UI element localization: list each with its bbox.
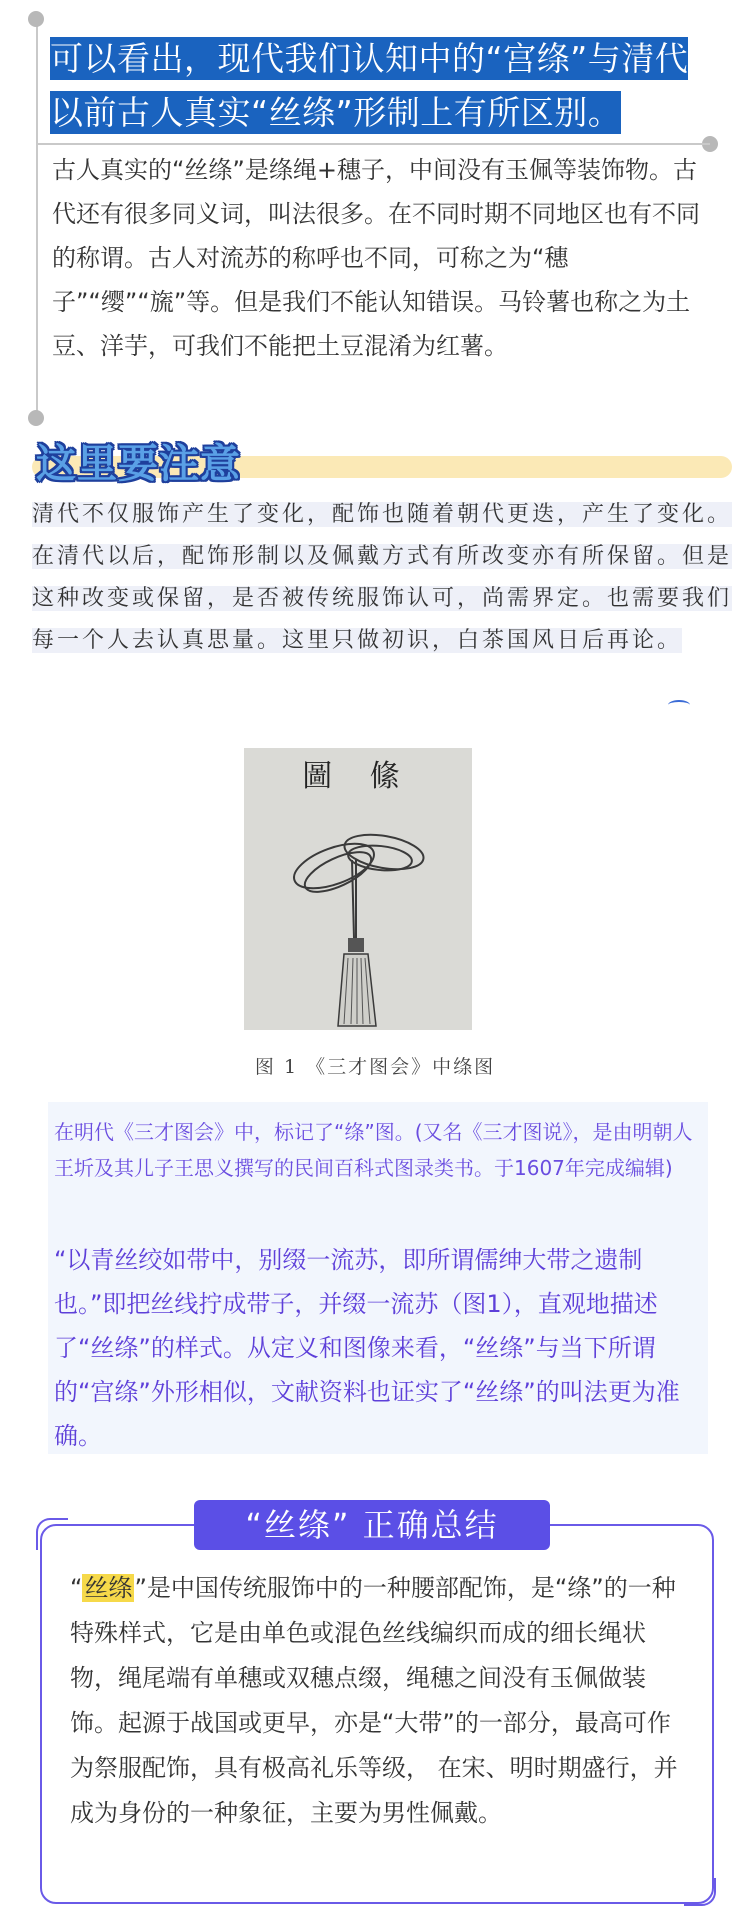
source-quote: “以青丝绞如带中，别缀一流苏，即所谓儒绅大带之遗制也。”即把丝线拧成带子，并缀一流苏（图1），直观地描述了“丝绦”的样式。从定义和图像来看，“丝绦”与当下所谓的“宫绦”外形相似，文献资料也证实了“丝绦”的叫法更为准确。 [54, 1246, 680, 1450]
quote-bottom-dot [28, 410, 44, 426]
summary-keyword-highlight: 丝绦 [84, 1574, 133, 1602]
summary-title-tab: “丝绦” 正确总结 [194, 1500, 550, 1550]
notice-body [32, 494, 732, 662]
notice-heading: 这里要注意 [36, 441, 241, 487]
tassel-drawing [244, 748, 472, 1030]
decorative-arc [668, 700, 690, 710]
summary-open-quote: “ [70, 1574, 83, 1602]
quote-vertical-line [36, 18, 38, 418]
quote-body: 古人真实的“丝绦”是绦绳+穗子，中间没有玉佩等装饰物。古代还有很多同义词，叫法很多。在不同时期不同地区也有不同的称谓。古人对流苏的称呼也不同，可称之为“穗子”“缨”“旒”等。但是我们不能认知错误。马铃薯也称之为土豆、洋芋，可我们不能把土豆混淆为红薯。 [52, 156, 700, 360]
quote-section [0, 0, 750, 430]
figure-caption: 图 1 《三才图会》中绦图 [254, 1056, 496, 1078]
card-corner-accent-right [684, 1878, 716, 1906]
notice-body-text: 清代不仅服饰产生了变化，配饰也随着朝代更迭，产生了变化。在清代以后，配饰形制以及佩戴方式有所改变亦有所保留。但是这种改变或保留，是否被传统服饰认可，尚需界定。也需要我们每一个人去认真思量。这里只做初识，白茶国风日后再论。 [32, 502, 733, 653]
source-note: 在明代《三才图会》中，标记了“绦”图。(又名《三才图说》，是由明朝人王圻及其儿子王思义撰写的民间百科式图录类书。于1607年完成编辑) [54, 1120, 693, 1180]
quote-title-text: 可以看出，现代我们认知中的“宫绦”与清代以前古人真实“丝绦”形制上有所区别。 [50, 39, 689, 132]
summary-body-text: ”是中国传统服饰中的一种腰部配饰，是“绦”的一种特殊样式，它是由单色或混色丝线编织而成的细长绳状物，绳尾端有单穗或双穗点缀，绳穗之间没有玉佩做装饰。起源于战国或更早，亦是“大带”的一部分，最高可作为祭服配饰，具有极高礼乐等级， 在宋、明时期盛行，并成为身份的一种象征，主要为男性佩戴。 [70, 1574, 678, 1827]
tassel-illustration [244, 748, 472, 1030]
quote-divider [38, 143, 710, 145]
quote-top-dot [28, 11, 44, 27]
source-note-box [48, 1102, 708, 1454]
summary-body [70, 1566, 682, 1836]
quote-title [50, 32, 710, 140]
illustration-inscription: 圖 絛 [302, 759, 414, 794]
card-corner-accent-left [36, 1518, 68, 1550]
